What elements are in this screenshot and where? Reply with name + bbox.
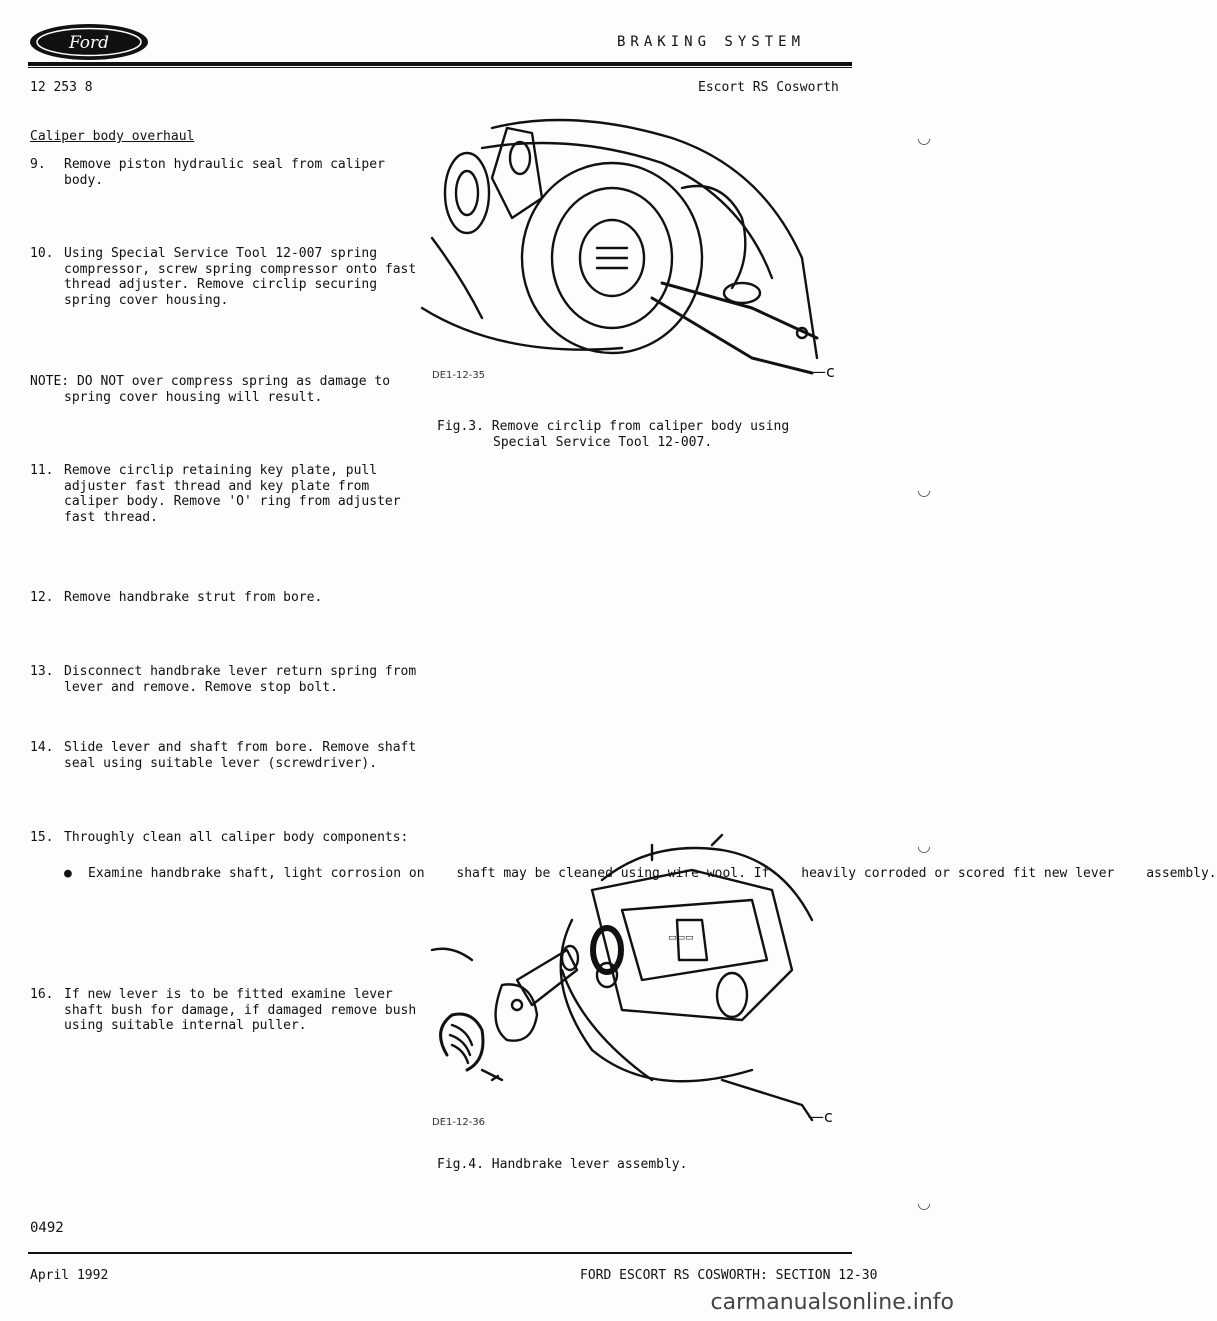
watermark: carmanualsonline.info (710, 1290, 954, 1315)
header-rule-thin (28, 67, 852, 68)
figure-3-caption: Fig.3. Remove circlip from caliper body using Special Service Tool 12-007. (437, 419, 790, 450)
margin-mark: ◡ (917, 836, 931, 855)
figure-3-illustration (422, 108, 822, 378)
step-16: 16. If new lever is to be fitted examine lever shaft bush for damage, if damaged remove bush using suitable internal puller. (30, 987, 417, 1033)
bullet-dot: ● (64, 866, 72, 881)
document-code: 0492 (30, 1220, 64, 1236)
svg-text:▭▭▭: ▭▭▭ (668, 933, 694, 943)
ford-logo-text: Ford (68, 33, 110, 53)
figure-3-code: DE1-12-35 (432, 370, 486, 381)
footer-rule (28, 1252, 852, 1254)
section-title: Caliper body overhaul (30, 129, 195, 144)
step-15: 15. Throughly clean all caliper body components: (30, 830, 409, 845)
note: NOTE: DO NOT over compress spring as damage to spring cover housing will result. (30, 374, 391, 405)
figure-4-illustration (422, 830, 822, 1120)
step-15-bullet: ● Examine handbrake shaft, light corrosion on shaft may be cleaned using wire wool. If heavily corroded or scored fit new lever assembly. (64, 866, 1217, 881)
header-rule (28, 62, 852, 66)
footer-date: April 1992 (30, 1268, 109, 1283)
margin-mark: ◡ (917, 1193, 931, 1212)
ford-logo (28, 22, 150, 62)
margin-mark: ◡ (917, 480, 931, 499)
figure-4-corner-mark: —c (808, 1107, 833, 1126)
step-11: 11. Remove circlip retaining key plate, pull adjuster fast thread and key plate from caliper body. Remove 'O' ring from adjuster fast thread. (30, 463, 401, 525)
margin-mark: ◡ (917, 128, 931, 147)
page-reference: 12 253 8 (30, 80, 93, 95)
figure-3-corner-mark: —c (810, 362, 835, 381)
figure-4-caption: Fig.4. Handbrake lever assembly. (437, 1157, 688, 1172)
step-12: 12. Remove handbrake strut from bore. (30, 590, 323, 605)
header-title: BRAKING SYSTEM (617, 34, 806, 50)
step-9: 9. Remove piston hydraulic seal from caliper body. (30, 157, 385, 188)
step-13: 13. Disconnect handbrake lever return spring from lever and remove. Remove stop bolt. (30, 664, 417, 695)
figure-4-code: DE1-12-36 (432, 1117, 486, 1128)
model-name: Escort RS Cosworth (698, 80, 839, 95)
step-10: 10. Using Special Service Tool 12-007 spring compressor, screw spring compressor onto fast thread adjuster. Remove circlip securing spring cover housing. (30, 246, 417, 308)
footer-section: FORD ESCORT RS COSWORTH: SECTION 12-30 (580, 1268, 878, 1283)
step-14: 14. Slide lever and shaft from bore. Remove shaft seal using suitable lever (screwdriver). (30, 740, 417, 771)
